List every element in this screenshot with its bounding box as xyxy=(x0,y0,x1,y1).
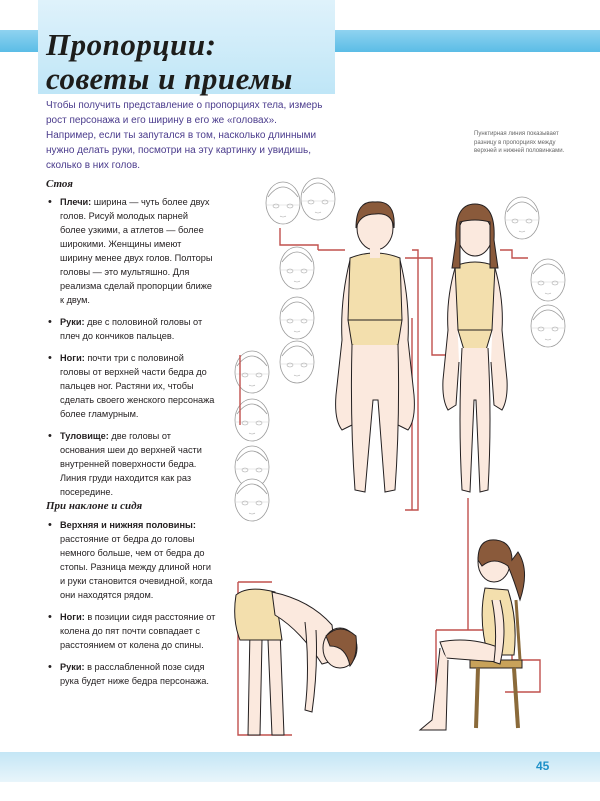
item-text: ширина — чуть более двух голов. Рисуй молодых парней более узкими, а атлетов — более широкими. Женщины имеют ширину менее двух голов. Полторы головы — это мультяшно. Для реализма сделай пропорции ближе к двум. xyxy=(60,197,213,305)
footer-band xyxy=(0,752,600,782)
item-text: в позиции сидя расстояние от колена до пят почти совпадает с расстоянием от колена до спины. xyxy=(60,612,216,650)
item-text: две головы от основания шеи до верхней части внутренней поверхности бедра. Линия груди находится как раз посередине. xyxy=(60,431,202,497)
section-heading-bending: При наклоне и сидя xyxy=(46,500,143,512)
item-term: Верхняя и нижняя половины: xyxy=(60,520,196,530)
item-term: Туловище: xyxy=(60,431,109,441)
item-term: Плечи: xyxy=(60,197,92,207)
title-line-2: советы и приемы xyxy=(46,61,293,96)
head-measure-sketches-man xyxy=(235,178,335,521)
bending-man-figure xyxy=(235,589,357,735)
title-line-1: Пропорции: xyxy=(46,27,217,62)
head-measure-sketches-woman xyxy=(505,197,565,347)
item-text: расстояние от бедра до головы немного больше, чем от бедра до стопы. Разница между длиной ноги и руки становится очевидной, когда они находятся рядом. xyxy=(60,534,213,600)
page-number: 45 xyxy=(536,759,550,773)
standing-man-figure xyxy=(336,202,415,492)
item-text: почти три с половиной головы от верхней части бедра до пальцев ног. Растяни их, чтобы сделать своего женского персонажа более гламурным. xyxy=(60,353,215,419)
dotted-line-caption: Пунктирная линия показывает разницу в пропорциях между верхней и нижней половинками. xyxy=(474,131,565,154)
section-heading-standing: Стоя xyxy=(46,178,73,190)
item-term: Ноги: xyxy=(60,353,85,363)
standing-woman-figure xyxy=(443,204,507,492)
item-term: Ноги: xyxy=(60,612,85,622)
item-term: Руки: xyxy=(60,317,85,327)
item-term: Руки: xyxy=(60,662,85,672)
item-text: две с половиной головы от плеч до кончиков пальцев. xyxy=(60,317,203,341)
item-text: в расслабленной позе сидя рука будет ниже бедра персонажа. xyxy=(60,662,209,686)
intro-paragraph: Чтобы получить представление о пропорциях тела, измерь рост персонажа и его ширину в его же «головах». Например, если ты запутался в том, насколько длинными нужно делать руки, посмотри на эту картинку и увидишь, сколько в них голов. xyxy=(46,100,323,171)
